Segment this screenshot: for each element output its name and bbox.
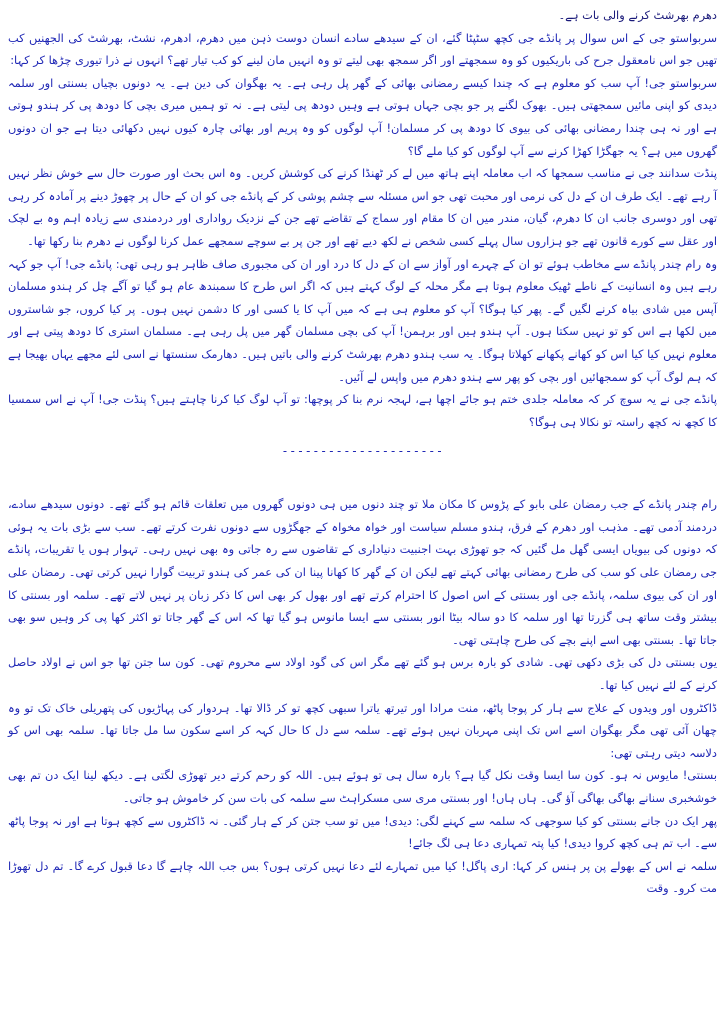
section-divider: --------------------- [281,444,444,459]
paragraph-7: رام چندر پانڈے کے جب رمضان علی بابو کے پڑوس کا مکان ملا تو چند دنوں میں ہی دونوں گھروں میں تعلقات قائم ہو گئے تھے۔ دونوں سیدھے سادے، دردمند آدمی تھے۔ مذہب اور دھرم کے فرق، ہندو مسلم سیاست اور خواہ مخواہ کے جھگڑوں سے دونوں نفرت کرتے تھے۔ سب سے بڑی بات یہ ہوئی کہ دونوں کی بیویاں ایسی گھل مل گئیں کہ جو تھوڑی بہت اجنبیت دنیاداری کے تقاضوں سے رہ جاتی وہ بھی نہیں رہی۔ تہوار ہوں یا تقریبات، پانڈے جی رمضان علی کو سب کی طرح رمضانی بھائی کہتے تھے لیکن ان کے گھر کا کھانا پینا ان کی عمر کی ہندو تربیت گوارا نہیں کرتی تھی۔ رمضان علی اور ان کی بیوی سلمہ، پانڈے جی اور بسنتی کے اس اصول کا احترام کرتے تھے اور بھول کر بھی اس کا ذکر زبان پر نہیں لاتے تھے۔ سلمہ اور بسنتی کا بیشتر وقت ساتھ ہی گزرتا تھا اور سلمہ کا دو سالہ بیٹا انور بسنتی سے ایسا مانوس ہو گیا تھا کہ اس کے گھر جاتا تو اکثر کھا پی کر وہیں سو بھی جاتا تھا۔ بسنتی بھی اسے اپنے بچے کی طرح چاہتی تھی۔ [8,497,717,647]
paragraph-10: بسنتی! مایوس نہ ہو۔ کون سا ایسا وقت نکل گیا ہے؟ بارہ سال ہی تو ہوئے ہیں۔ اللہ کو رحم کرتے دیر تھوڑی لگتی ہے۔ دیکھ لینا ایک دن تم بھی خوشخبری سنانے بھاگی بھاگی آؤ گی۔ ہاں ہاں! اور بسنتی مری سی مسکراہٹ سے سلمہ کی بات سن کر خاموش ہو جاتی۔ [8,768,717,805]
paragraph-8: یوں بسنتی دل کی بڑی دکھی تھی۔ شادی کو بارہ برس ہو گئے تھے مگر اس کی گود اولاد سے محروم تھی۔ کون سا جتن تھا جو اس نے اولاد حاصل کرنے کے لئے نہیں کیا تھا۔ [8,655,717,693]
paragraph-2: سربواستو جی کے اس سوال پر پانڈے جی کچھ سٹپٹا گئے، ان کے سیدھے سادے انسان دوست ذہن میں دھرم، ادھرم، نشٹ، بھرشٹ کی الجھنیں کب تھیں جو اس نامعقول جرح کی باریکیوں کو وہ سمجھتے اور اگر سمجھ بھی لیتے تو وہ انہیں مان لینے کو کب تیار تھے؟ انہوں نے ذرا تیوری چڑھا کر کہا: [8,30,717,68]
paragraph-11: پھر ایک دن جانے بسنتی کو کیا سوجھی کہ سلمہ سے کہنے لگی: دیدی! میں تو سب جتن کر کے ہار گئی۔ نہ ڈاکٹروں سے کچھ ہوتا ہے اور نہ پوجا پاٹھ سے۔ اب تم ہی کچھ کروا دیدی! کیا پتہ تمہاری دعا ہی لگ جائے! [8,813,717,851]
paragraph-4: پنڈت سدانند جی نے مناسب سمجھا کہ اب معاملہ اپنے ہاتھ میں لے کر ٹھنڈا کرنے کی کوشش کریں۔ وہ اس بحث اور صورت حال سے خوش نظر نہیں آ رہے تھے۔ ایک طرف ان کے دل کی نرمی اور محبت تھی جو اس مسئلہ سے چشم پوشی کر کے پانڈے جی کو ان کے حال پر چھوڑ دینے پر آمادہ کر رہی تھی اور دوسری جانب ان کا دھرم، گیان، مندر میں ان کا مقام اور سماج کے تقاضے تھے جن کے نزدیک رواداری اور دردمندی سے زیادہ اہم وہ بے لچک اور عقل سے کورے قانون تھے جو ہزاروں سال پہلے کسی شخص نے لکھ دیے تھے اور جن پر بے سوچے سمجھے عمل کرنا لوگوں نے دھرم بنا رکھا تھا۔ [8,166,717,248]
paragraph-9: ڈاکٹروں اور ویدوں کے علاج سے ہار کر پوجا پاٹھ، منت مرادا اور تیرتھ یاترا سبھی کچھ تو کر ڈالا تھا۔ ہردوار کی پہاڑیوں کی پتھریلی خاک تک تو وہ چھان آئی تھی مگر بھگوان اسے اس تک اپنی مہربان نہیں ہوئے تھے۔ سلمہ سے دل کا حال کہہ کر اسے سکون سا مل جاتا تھا۔ سلمہ بھی اس کو دلاسہ دیتی رہتی تھی: [8,700,717,760]
paragraph-5: وہ رام چندر پانڈے سے مخاطب ہوئے تو ان کے چہرے اور آواز سے ان کے دل کا درد اور ان کی مجبوری صاف ظاہر ہو رہی تھی: پانڈے جی! آپ جو کہہ رہے ہیں وہ انسانیت کے ناطے ٹھیک معلوم ہوتا ہے مگر محلہ کے لوگ کہتے ہیں کہ اگر اس طرح کا سمبندھ عام ہو گیا تو آگے چل کر ہندو مسلمان آپس میں شادی بیاہ کرنے لگیں گے۔ پھر کیا ہوگا؟ آپ کو معلوم ہی ہے کہ میں آپ کا یا کسی اور کا دشمن نہیں ہوں۔ پر کیا کروں، جو شاستروں میں لکھا ہے اس کو تو نہیں سکتا ہوں۔ آپ ہندو ہیں اور برہمن! آپ کی بچی مسلمان گھر میں پل رہی ہے۔ مسلمان استری کا دودھ پیتی ہے اور معلوم نہیں کیا کیا اس کو کھانے پکھانے کھلاتا ہوگا۔ یہ سب ہندو دھرم بھرشٹ کرنے والی باتیں ہیں۔ دھارمک سنستھا نے اسی لئے مجھے یہاں بھیجا ہے کہ ہم لوگ آپ کو سمجھائیں اور بچی کو پھر سے ہندو دھرم میں واپس لے آئیں۔ [8,256,717,384]
paragraph-6: پانڈے جی نے یہ سوچ کر کہ معاملہ جلدی ختم ہو جائے اچھا ہے، لہجہ نرم بنا کر پوچھا: تو آپ لوگ کیا کرنا چاہتے ہیں؟ پنڈت جی! آپ نے اس سمسیا کا کچھ نہ کچھ راستہ تو نکالا ہی ہوگا؟ [8,392,717,429]
paragraph-12: سلمہ نے اس کے بھولے پن پر ہنس کر کہا: اری پاگل! کیا میں تمہارے لئے دعا نہیں کرتی ہوں؟ بس جب اللہ چاہے گا دعا قبول کرے گا۔ تم دل تھوڑا مت کرو۔ وقت [8,858,717,896]
paragraph-3: سربواستو جی! آپ سب کو معلوم ہے کہ چندا کیسے رمضانی بھائی کے گھر پل رہی ہے۔ یہ بھگوان کی دین ہے۔ یہ دونوں بچیاں بسنتی اور سلمہ دیدی کو اپنی مائیں سمجھتی ہیں۔ بھوک لگنے پر جو بچی جہاں ہوتی ہے وہیں دودھ پی لیتی ہے۔ نہ تو ہمیں میری بچی کا دودھ پی کر ہندو ہوتی ہے اور نہ ہی چندا رمضانی بھائی کی بیوی کا دودھ پی کر مسلمان! آپ لوگوں کو وہ پریم اور بھائی چارہ کیوں نہیں دکھائی دیتا ہے جو ان دونوں گھروں میں ہے؟ یہ جھگڑا کھڑا کرنے سے آپ لوگوں کو کیا ملے گا؟ [8,75,717,158]
paragraph-1: دھرم بھرشٹ کرنے والی بات ہے۔ [558,8,717,22]
